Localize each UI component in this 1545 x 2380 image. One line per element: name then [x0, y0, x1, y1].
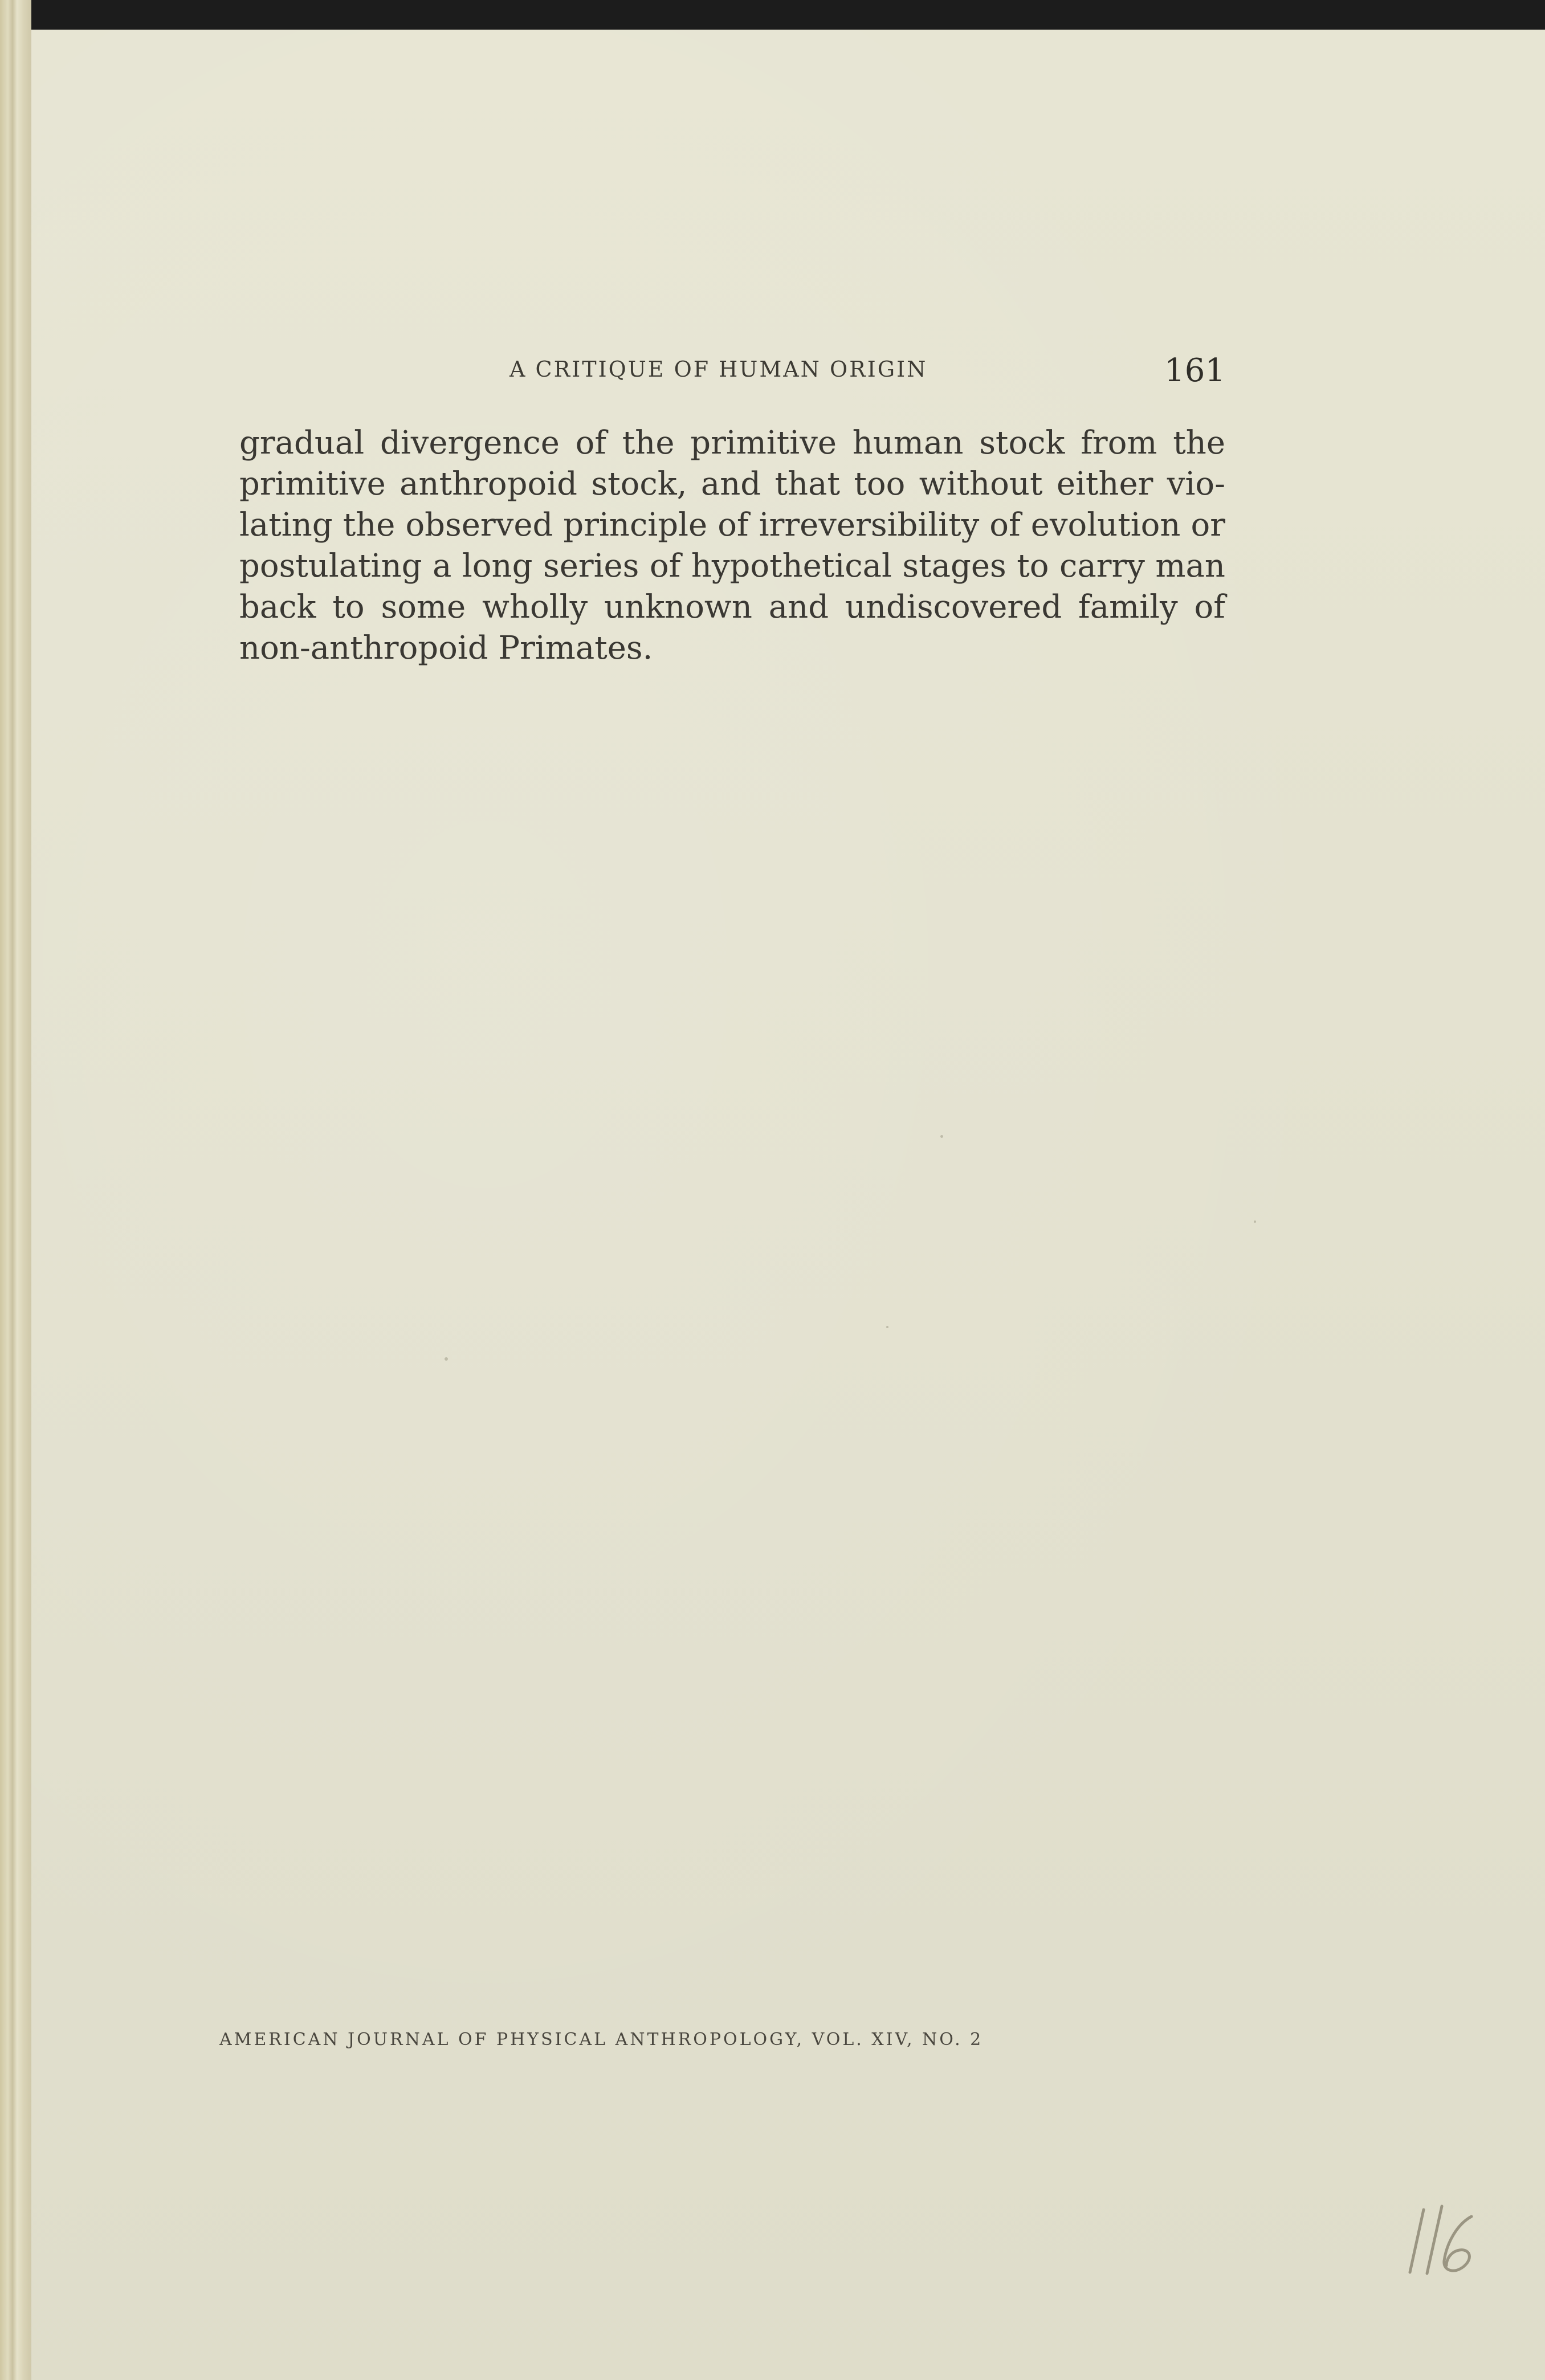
body-paragraph — [239, 423, 1225, 669]
page-binding-edge — [0, 0, 31, 2380]
running-head — [239, 352, 1225, 398]
journal-footer: AMERICAN JOURNAL OF PHYSICAL ANTHROPOLOGY, VOL. XIV, NO. 2 — [219, 2030, 984, 2050]
scan-top-edge — [0, 0, 1545, 34]
handwritten-folio-number — [1402, 2199, 1487, 2279]
paper-speck — [940, 1135, 943, 1138]
page-number: 161 — [1164, 352, 1225, 389]
body-line: gradual divergence of the primitive human stock from the — [239, 424, 1225, 462]
paper-speck — [445, 1357, 448, 1361]
body-line: back to some wholly unknown and undiscovered family of — [239, 589, 1225, 626]
running-head-title: A CRITIQUE OF HUMAN ORIGIN — [509, 357, 928, 382]
body-line: lating the observed principle of irreversibility of evolution or — [239, 507, 1225, 544]
body-line: postulating a long series of hypothetical stages to carry man — [239, 548, 1225, 585]
body-line: non-anthropoid Primates. — [239, 630, 653, 667]
body-line: primitive anthropoid stock, and that too without either vio- — [239, 466, 1225, 503]
paper-speck — [1254, 1220, 1256, 1223]
paper-speck — [886, 1326, 888, 1328]
